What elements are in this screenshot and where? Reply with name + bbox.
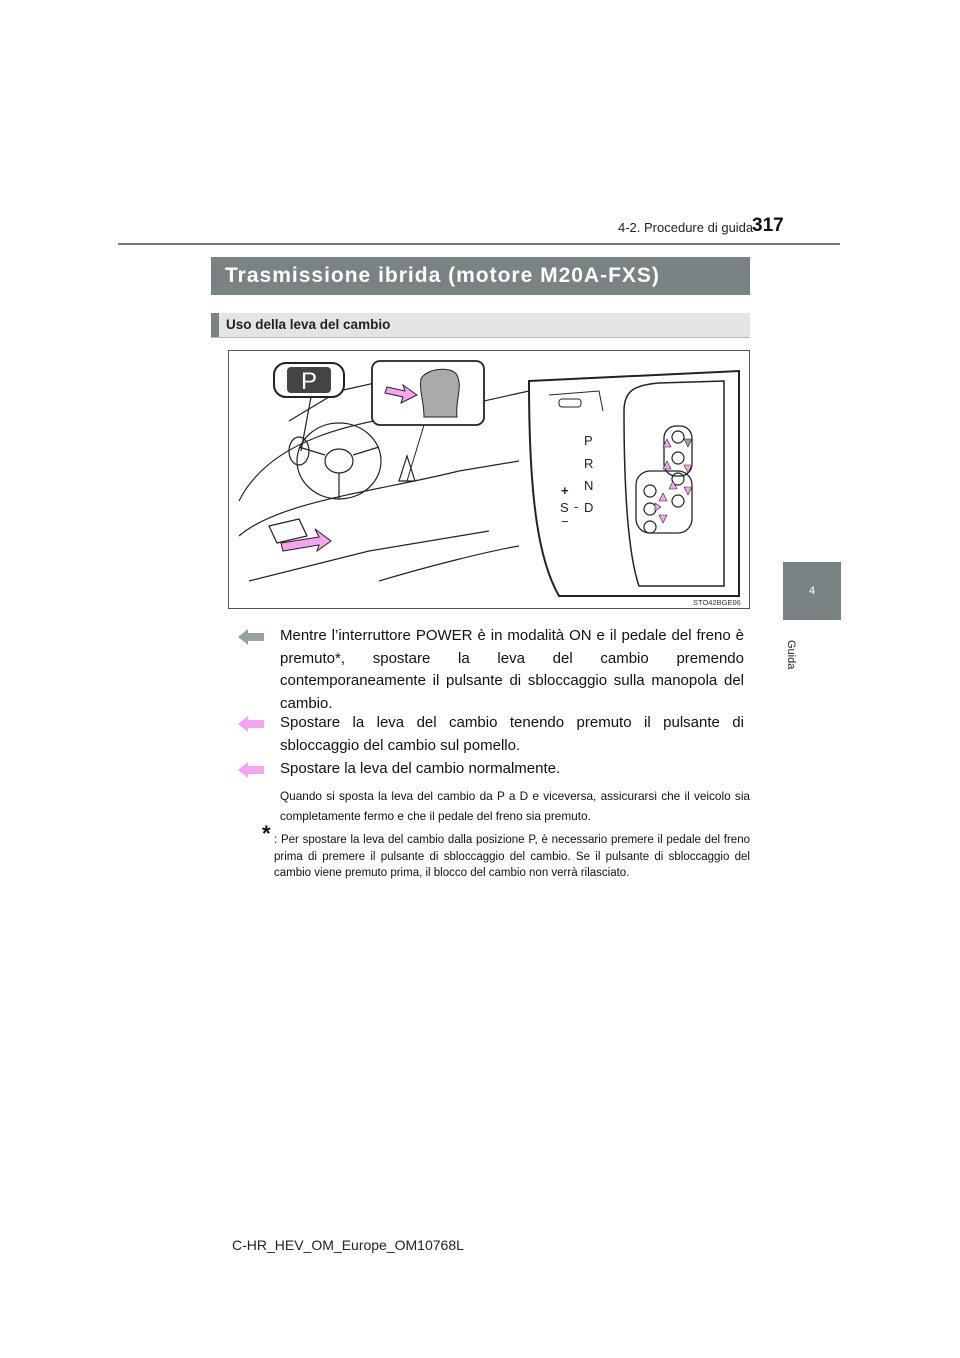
floor-line	[249, 531, 489, 581]
instruction-item-3	[238, 758, 750, 782]
page-number: 317	[752, 215, 784, 236]
instruction-text-3: Spostare la leva del cambio normalmente.	[280, 760, 561, 777]
figure-code: STO42BGE06	[693, 598, 741, 607]
page-title: Trasmissione ibrida (motore M20A-FXS)	[211, 257, 750, 295]
instruction-text-1: Mentre l’interruttore POWER è in modalità ON e il pedale del freno è premuto*, spostare la leva del cambio premendo contemporaneamente il pulsante di sbloccaggio sulla manopola del cambio.	[280, 627, 744, 712]
header-rule	[118, 243, 840, 245]
footnote-text: : Per spostare la leva del cambio dalla posizione P, è necessario premere il pedale del freno prima di premere il pulsante di sbloccaggio del cambio. Se il pulsante di sbloccaggio del cambio viene premuto prima, il blocco del cambio non verrà rilasciato.	[274, 834, 750, 879]
chapter-tab: 4	[783, 562, 841, 620]
gate-s: S	[560, 500, 569, 515]
illustration-drawing	[229, 351, 749, 608]
pink-arrow-icon	[238, 762, 264, 778]
gate-letter-p: P	[584, 433, 593, 448]
gate-letter-r: R	[584, 456, 594, 471]
gate-letter-d: D	[584, 500, 594, 515]
shift-lever-illustration	[228, 350, 750, 609]
instruction-text-2: Spostare la leva del cambio tenendo premuto il pulsante di sbloccaggio del cambio sul pomello.	[280, 714, 744, 754]
arrow-shape-3	[238, 762, 264, 778]
p-callout-letter: P	[300, 368, 318, 395]
arrow-shape-1	[238, 629, 264, 645]
section-header: 4-2. Procedure di guida	[618, 220, 754, 235]
p-callout	[274, 363, 344, 451]
safety-note: Quando si sposta la leva del cambio da P a D e viceversa, assicurarsi che il veicolo sia completamente fermo e che il pedale del freno sia premuto.	[280, 789, 750, 823]
footnote-marker: *	[262, 821, 271, 846]
instruction-item-1	[238, 625, 750, 715]
instruction-item-2	[238, 712, 750, 758]
gate-minus: −	[561, 514, 569, 529]
document-footer: C-HR_HEV_OM_Europe_OM10768L	[232, 1237, 464, 1253]
gauge-cluster	[289, 437, 309, 465]
gate-letter-n: N	[584, 478, 594, 493]
gray-arrow-icon	[238, 629, 264, 645]
knob-callout	[372, 361, 484, 481]
arrow-shape-2	[238, 716, 264, 732]
chapter-label: Guida	[785, 640, 797, 670]
subtitle-bar	[211, 313, 750, 338]
shift-lever-small	[399, 456, 415, 481]
subtitle-text: Uso della leva del cambio	[226, 317, 391, 332]
steering-hub	[325, 449, 353, 473]
console-side-line	[379, 546, 519, 581]
gate-dash: -	[574, 499, 579, 514]
pink-arrow-icon	[238, 716, 264, 732]
gate-plus: +	[561, 483, 569, 498]
subtitle-accent	[211, 313, 219, 337]
